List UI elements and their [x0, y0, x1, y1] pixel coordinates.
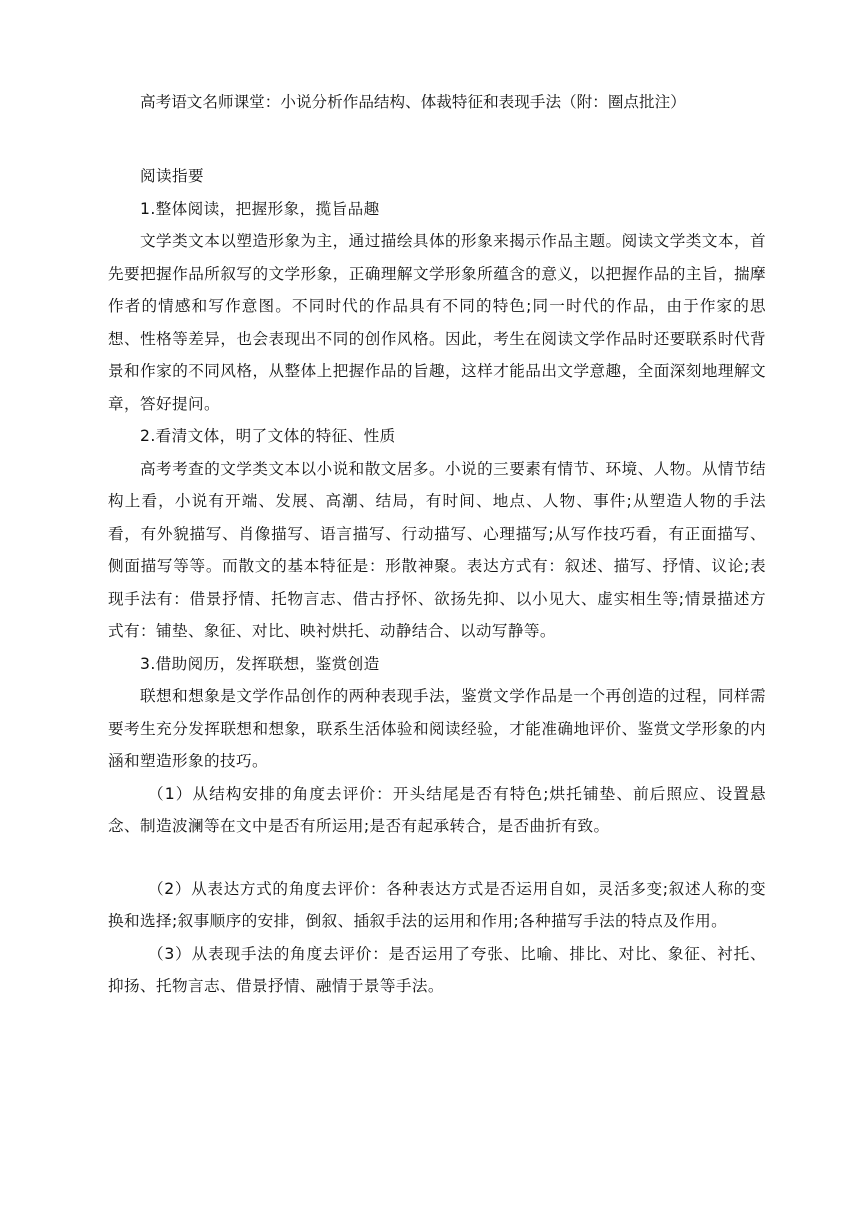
document-title: 高考语文名师课堂：小说分析作品结构、体裁特征和表现手法（附：圈点批注） [140, 93, 686, 111]
document-body [108, 160, 766, 1003]
paragraph-1: 文学类文本以塑造形象为主，通过描绘具体的形象来揭示作品主题。阅读文学类文本，首先要把握作品所叙写的文学形象，正确理解文学形象所蕴含的意义，以把握作品的主旨，揣摩作者的情感和写作意图。不同时代的作品具有不同的特色;同一时代的作品，由于作家的思想、性格等差异，也会表现出不同的创作风格。因此，考生在阅读文学作品时还要联系时代背景和作家的不同风格，从整体上把握作品的旨趣，这样才能品出文学意趣，全面深刻地理解文章，答好提问。 [108, 232, 766, 413]
subpoint-3: （3）从表现手法的角度去评价：是否运用了夸张、比喻、排比、对比、象征、衬托、抑扬、托物言志、借景抒情、融情于景等手法。 [108, 944, 766, 995]
spacer [108, 843, 766, 873]
paragraph-3: 联想和想象是文学作品创作的两种表现手法，鉴赏文学作品是一个再创造的过程，同样需要考生充分发挥联想和想象，联系生活体验和阅读经验，才能准确地评价、鉴赏文学形象的内涵和塑造形象的技巧。 [108, 687, 766, 770]
heading-3: 3.借助阅历，发挥联想，鉴赏创造 [140, 654, 380, 673]
subpoint-2: （2）从表达方式的角度去评价：各种表达方式是否运用自如，灵活多变;叙述人称的变换和选择;叙事顺序的安排，倒叙、插叙手法的运用和作用;各种描写手法的特点及作用。 [108, 879, 766, 930]
heading-2: 2.看清文体，明了文体的特征、性质 [140, 427, 396, 445]
subpoint-1: （1）从结构安排的角度去评价：开头结尾是否有特色;烘托铺垫、前后照应、设置悬念、制造波澜等在文中是否有所运用;是否有起承转合，是否曲折有致。 [108, 784, 766, 835]
heading-1: 1.整体阅读，把握形象，揽旨品趣 [140, 199, 380, 218]
section-label: 阅读指要 [140, 167, 204, 185]
paragraph-2: 高考考查的文学类文本以小说和散文居多。小说的三要素有情节、环境、人物。从情节结构上看，小说有开端、发展、高潮、结局，有时间、地点、人物、事件;从塑造人物的手法看，有外貌描写、肖像描写、语言描写、行动描写、心理描写;从写作技巧看，有正面描写、侧面描写等等。而散文的基本特征是：形散神聚。表达方式有：叙述、描写、抒情、议论;表现手法有：借景抒情、托物言志、借古抒怀、欲扬先抑、以小见大、虚实相生等;情景描述方式有：铺垫、象征、对比、映衬烘托、动静结合、以动写静等。 [108, 459, 766, 640]
